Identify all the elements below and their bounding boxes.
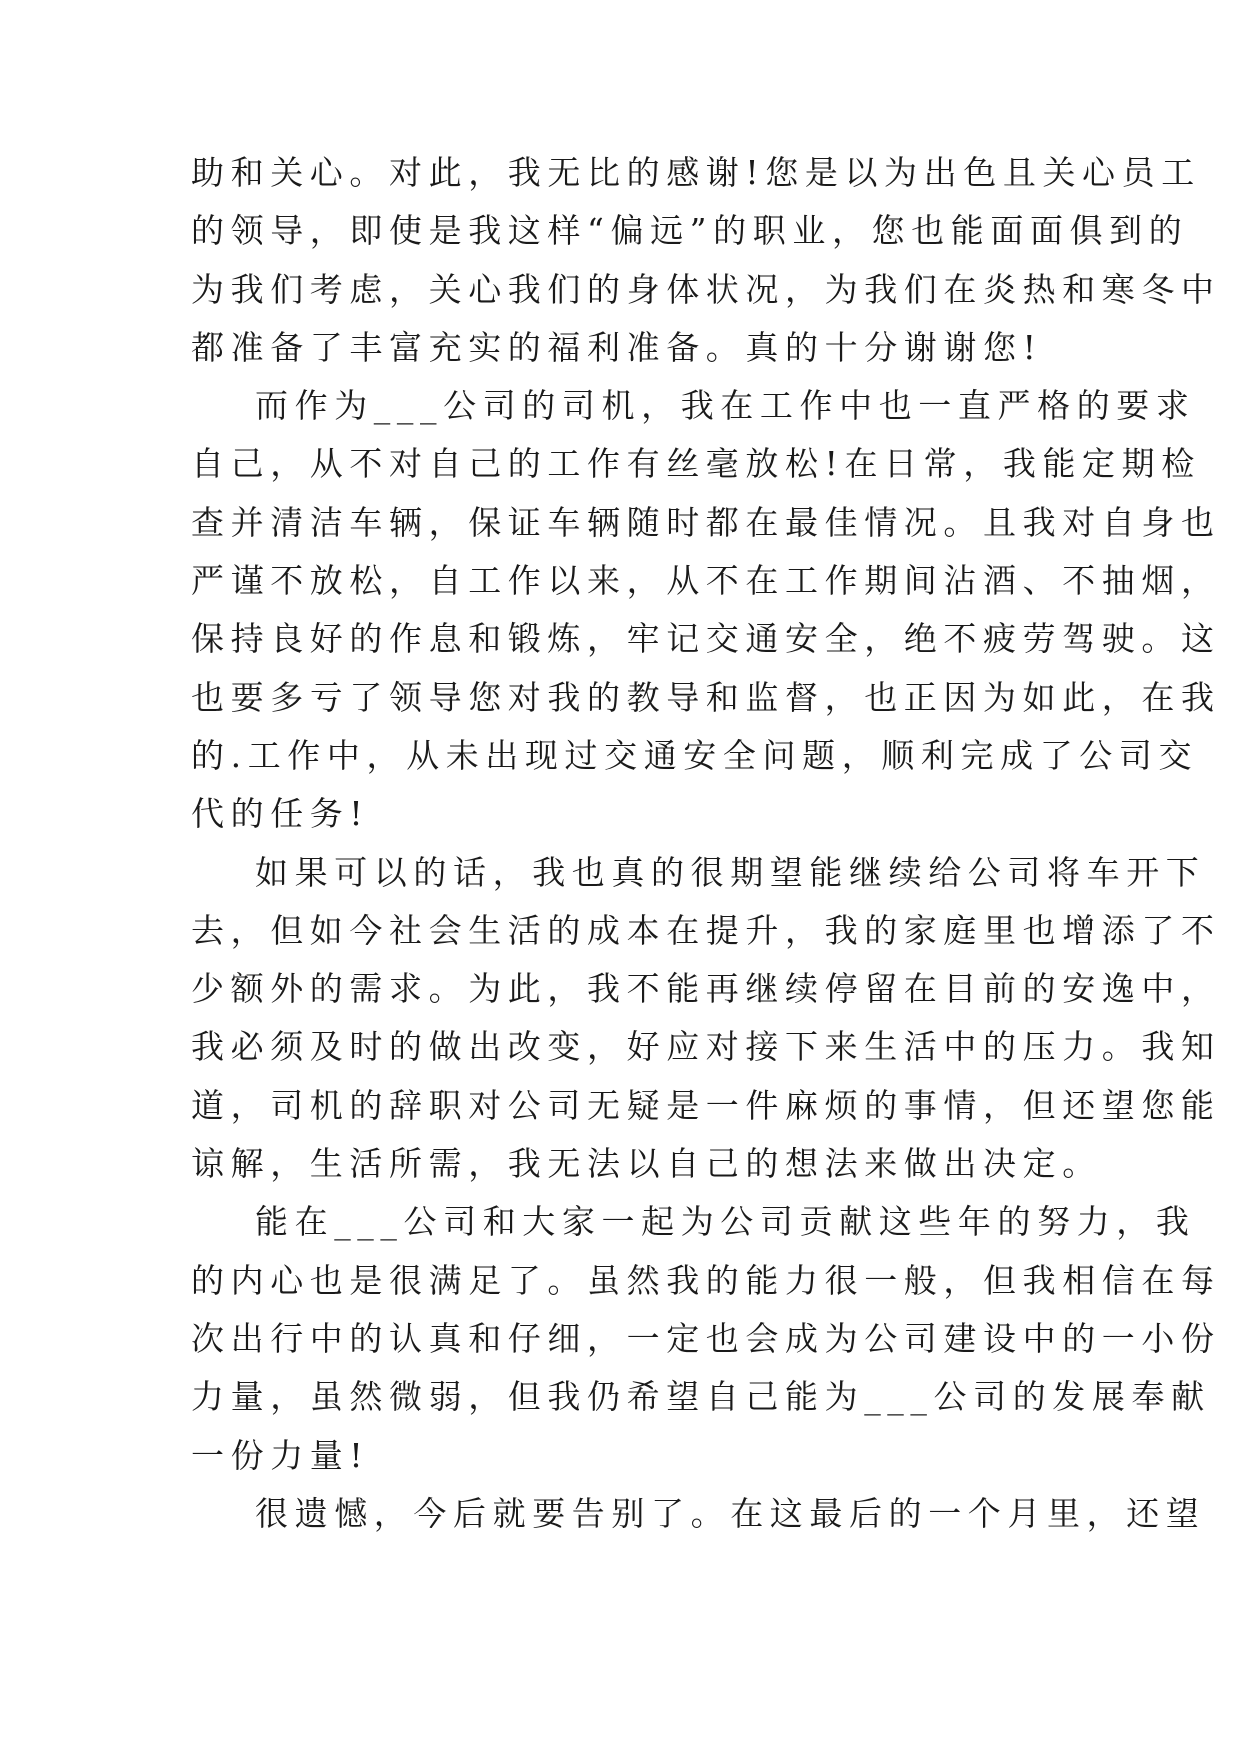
text-line: 助和关心。对此，我无比的感谢!您是以为出色且关心员工 [191,153,1201,192]
text-line: 力量，虽然微弱，但我仍希望自己能为___公司的发展奉献 [191,1377,1211,1417]
paragraph-first-line: 能在___公司和大家一起为公司贡献这些年的努力，我 [255,1202,1196,1242]
text-line: 查并清洁车辆，保证车辆随时都在最佳情况。且我对自身也 [191,502,1221,542]
letter-body [191,144,1221,1543]
text-line: 严谨不放松，自工作以来，从不在工作期间沾酒、不抽烟， [191,561,1221,601]
paragraph-first-line: 如果可以的话，我也真的很期望能继续给公司将车开下 [255,852,1206,892]
text-line: 的领导，即使是我这样“偏远”的职业，您也能面面俱到的 [191,211,1189,251]
paragraph-first-line: 很遗憾，今后就要告别了。在这最后的一个月里，还望 [255,1493,1206,1533]
text-line: 次出行中的认真和仔细，一定也会成为公司建设中的一小份 [191,1318,1221,1358]
text-line: 保持良好的作息和锻炼，牢记交通安全，绝不疲劳驾驶。这 [191,619,1221,659]
text-line: 去，但如今社会生活的成本在提升，我的家庭里也增添了不 [191,910,1221,950]
text-line: 一份力量! [191,1435,370,1475]
text-line: 都准备了丰富充实的福利准备。真的十分谢谢您! [191,327,1043,367]
text-line: 自己，从不对自己的工作有丝毫放松!在日常，我能定期检 [191,444,1201,484]
paragraph-first-line: 而作为___公司的司机，我在工作中也一直严格的要求 [255,386,1196,426]
text-line: 我必须及时的做出改变，好应对接下来生活中的压力。我知 [191,1027,1221,1067]
text-line: 的.工作中，从未出现过交通安全问题，顺利完成了公司交 [191,735,1199,775]
text-line: 为我们考虑，关心我们的身体状况，为我们在炎热和寒冬中 [191,269,1221,309]
text-line: 道，司机的辞职对公司无疑是一件麻烦的事情，但还望您能 [191,1085,1221,1125]
text-line: 谅解，生活所需，我无法以自己的想法来做出决定。 [191,1144,1102,1184]
text-line: 少额外的需求。为此，我不能再继续停留在目前的安逸中， [191,969,1221,1009]
text-line: 也要多亏了领导您对我的教导和监督，也正因为如此，在我 [191,677,1221,717]
text-line: 的内心也是很满足了。虽然我的能力很一般，但我相信在每 [191,1260,1221,1300]
text-line: 代的任务! [191,794,370,834]
